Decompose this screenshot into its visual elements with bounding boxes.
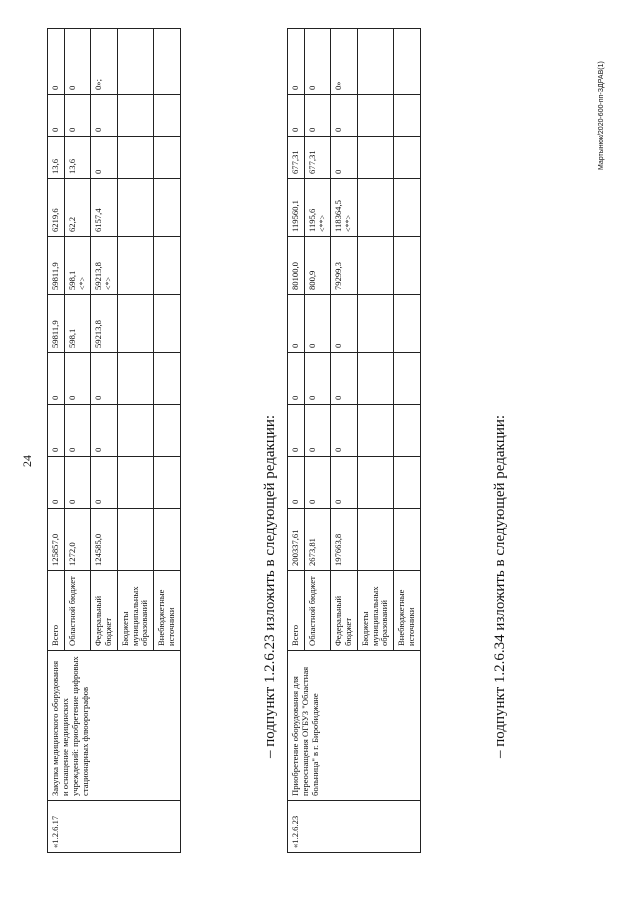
row-name: Приобретение оборудования для переоснащения ОГБУЗ "Областная больница" в г. Биробиджане	[288, 651, 421, 801]
footnote-mark: <**>	[317, 214, 327, 232]
source-cell: Федеральный бюджет	[90, 571, 117, 651]
empty-cell	[394, 295, 421, 353]
source-cell: Бюджеты муниципальных образований	[357, 571, 394, 651]
value-cell: 0	[304, 405, 330, 457]
empty-cell	[117, 95, 154, 137]
empty-cell	[154, 353, 181, 405]
value-cell	[330, 179, 357, 237]
row-id: «1.2.6.23	[288, 801, 421, 853]
value-cell: 62,2	[64, 179, 90, 237]
empty-cell	[357, 29, 394, 95]
empty-cell	[117, 457, 154, 509]
value-cell	[304, 179, 330, 237]
value-cell: 197663,8	[330, 509, 357, 571]
page-number: 24	[20, 455, 34, 467]
value-cell: 0	[288, 295, 305, 353]
document-code: Мартынюк/2020-600-пп-ЗДРАВ(1)	[598, 61, 605, 170]
value-cell: 0	[304, 29, 330, 95]
value-cell: 6157,4	[90, 179, 117, 237]
value-cell: 0	[64, 353, 90, 405]
value-cell: 0	[288, 457, 305, 509]
empty-cell	[154, 237, 181, 295]
value-cell: 0	[288, 95, 305, 137]
value-cell: 0	[330, 353, 357, 405]
value-cell: 59213,8	[90, 295, 117, 353]
empty-cell	[117, 295, 154, 353]
empty-cell	[117, 353, 154, 405]
value-cell: 0	[330, 405, 357, 457]
empty-cell	[394, 237, 421, 295]
source-cell: Всего	[48, 571, 65, 651]
empty-cell	[357, 295, 394, 353]
value-cell: 0	[90, 405, 117, 457]
empty-cell	[154, 137, 181, 179]
source-cell: Федеральный бюджет	[330, 571, 357, 651]
value-cell: 0	[48, 353, 65, 405]
value-cell: 0	[48, 95, 65, 137]
value-cell-closing: 0»;	[90, 29, 117, 95]
empty-cell	[154, 29, 181, 95]
empty-cell	[394, 457, 421, 509]
value-cell: 2673,81	[304, 509, 330, 571]
value-text: 118364,5	[332, 200, 343, 232]
value-cell: 598,1	[64, 295, 90, 353]
empty-cell	[357, 179, 394, 237]
value-cell: 0	[330, 295, 357, 353]
empty-cell	[154, 179, 181, 237]
empty-cell	[117, 137, 154, 179]
empty-cell	[357, 457, 394, 509]
value-text: 598,1	[66, 270, 77, 290]
empty-cell	[357, 137, 394, 179]
source-cell: Областной бюджет	[64, 571, 90, 651]
empty-cell	[357, 509, 394, 571]
value-cell: 59811,9	[48, 295, 65, 353]
empty-cell	[154, 457, 181, 509]
empty-cell	[117, 509, 154, 571]
footnote-mark: <*>	[103, 276, 113, 290]
value-cell: 0	[48, 405, 65, 457]
value-cell: 0	[304, 353, 330, 405]
value-text: 59213,8	[92, 262, 103, 290]
value-cell: 0	[288, 353, 305, 405]
empty-cell	[154, 295, 181, 353]
table-row	[48, 29, 65, 853]
value-cell: 0	[304, 95, 330, 137]
empty-cell	[394, 405, 421, 457]
empty-cell	[394, 179, 421, 237]
value-cell: 0	[90, 137, 117, 179]
empty-cell	[154, 405, 181, 457]
value-cell: 0	[48, 457, 65, 509]
value-cell: 0	[90, 95, 117, 137]
footnote-mark: <*>	[77, 276, 87, 290]
value-cell: 0	[90, 353, 117, 405]
source-cell: Всего	[288, 571, 305, 651]
source-cell: Внебюджетные источники	[154, 571, 181, 651]
value-cell: 1272,0	[64, 509, 90, 571]
value-cell: 0	[304, 295, 330, 353]
value-text: 1195,6	[306, 208, 317, 232]
empty-cell	[117, 405, 154, 457]
source-cell: Внебюджетные источники	[394, 571, 421, 651]
value-cell: 79299,3	[330, 237, 357, 295]
source-cell: Областной бюджет	[304, 571, 330, 651]
footnote-mark: <**>	[343, 214, 353, 232]
value-cell: 0	[64, 405, 90, 457]
row-name: Закупка медицинского оборудования и оснащение медицинских учреждений: приобретение цифровых стационарных флюорографов	[48, 651, 181, 801]
empty-cell	[117, 29, 154, 95]
value-cell: 677,31	[304, 137, 330, 179]
table-1-2-6-23	[287, 28, 421, 853]
value-cell: 0	[90, 457, 117, 509]
row-id: «1.2.6.17	[48, 801, 181, 853]
value-cell: 677,31	[288, 137, 305, 179]
source-cell: Бюджеты муниципальных образований	[117, 571, 154, 651]
value-cell: 0	[330, 137, 357, 179]
value-cell: 13,6	[64, 137, 90, 179]
value-cell: 800,9	[304, 237, 330, 295]
value-cell: 0	[64, 29, 90, 95]
value-cell: 0	[330, 95, 357, 137]
empty-cell	[394, 29, 421, 95]
empty-cell	[394, 509, 421, 571]
empty-cell	[357, 237, 394, 295]
value-cell: 0	[288, 29, 305, 95]
empty-cell	[357, 405, 394, 457]
empty-cell	[117, 237, 154, 295]
value-cell: 13,6	[48, 137, 65, 179]
empty-cell	[154, 509, 181, 571]
empty-cell	[357, 353, 394, 405]
value-cell: 200337,61	[288, 509, 305, 571]
value-cell: 59811,9	[48, 237, 65, 295]
value-cell: 0	[330, 457, 357, 509]
value-cell: 124585,0	[90, 509, 117, 571]
table-row	[288, 29, 305, 853]
value-cell: 80100,0	[288, 237, 305, 295]
value-cell-closing: 0»	[330, 29, 357, 95]
empty-cell	[394, 95, 421, 137]
value-cell: 0	[64, 457, 90, 509]
value-cell: 6219,6	[48, 179, 65, 237]
table-1-2-6-17	[47, 28, 181, 853]
empty-cell	[154, 95, 181, 137]
value-cell	[64, 237, 90, 295]
value-cell: 0	[48, 29, 65, 95]
value-cell	[90, 237, 117, 295]
empty-cell	[394, 137, 421, 179]
empty-cell	[394, 353, 421, 405]
empty-cell	[357, 95, 394, 137]
section-heading-2: – подпункт 1.2.6.34 изложить в следующей редакции:	[492, 414, 508, 758]
value-cell: 0	[288, 405, 305, 457]
empty-cell	[117, 179, 154, 237]
section-heading-1: – подпункт 1.2.6.23 изложить в следующей редакции:	[262, 414, 278, 758]
value-cell: 0	[64, 95, 90, 137]
value-cell: 0	[304, 457, 330, 509]
value-cell: 119560,1	[288, 179, 305, 237]
value-cell: 125857,0	[48, 509, 65, 571]
